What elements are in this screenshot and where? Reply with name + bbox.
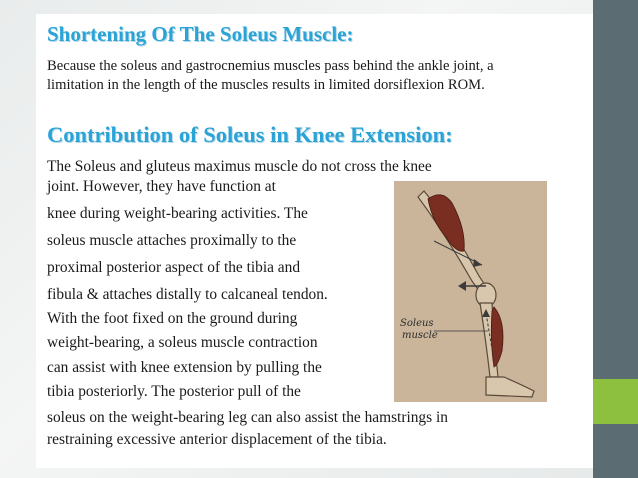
body-line-7: With the foot fixed on the ground during <box>47 310 298 327</box>
body-line-12: restraining excessive anterior displacement of the tibia. <box>47 431 387 448</box>
body-line-9: can assist with knee extension by pulling the <box>47 359 322 376</box>
heading-contribution-soleus: Contribution of Soleus in Knee Extension: <box>47 122 453 147</box>
body-line-2: joint. However, they have function at <box>47 178 276 195</box>
body-line-1: The Soleus and gluteus maximus muscle do not cross the knee <box>47 158 432 175</box>
body-line-8: weight-bearing, a soleus muscle contraction <box>47 334 318 351</box>
body-line-10: tibia posteriorly. The posterior pull of the <box>47 383 301 400</box>
leg-anatomy-figure <box>394 181 547 402</box>
body-line-4: soleus muscle attaches proximally to the <box>47 232 297 249</box>
body-line-5: proximal posterior aspect of the tibia and <box>47 259 301 276</box>
arrow-head-knee <box>458 281 466 291</box>
handwritten-label-soleus <box>400 318 438 341</box>
handwritten-label-line1: Soleus <box>400 318 434 329</box>
body-line-3: knee during weight-bearing activities. The <box>47 205 308 222</box>
body-line-11: soleus on the weight-bearing leg can also assist the hamstrings in <box>47 409 448 426</box>
body-line-6: fibula & attaches distally to calcaneal tendon. <box>47 286 328 303</box>
heading-shortening-soleus: Shortening Of The Soleus Muscle: <box>47 22 354 46</box>
paragraph-shortening: Because the soleus and gastrocnemius muscles pass behind the ankle joint, a limitation in the length of the muscles results in limited dorsiflexion ROM. <box>47 58 494 93</box>
leg-anatomy-drawing <box>394 181 547 402</box>
arrow-head-upper <box>473 259 482 267</box>
gluteus-muscle-shape <box>428 195 464 251</box>
handwritten-label-line2: muscle <box>402 330 438 341</box>
accent-square <box>593 379 638 424</box>
soleus-muscle-shape <box>491 307 503 367</box>
foot-shape <box>486 377 534 397</box>
